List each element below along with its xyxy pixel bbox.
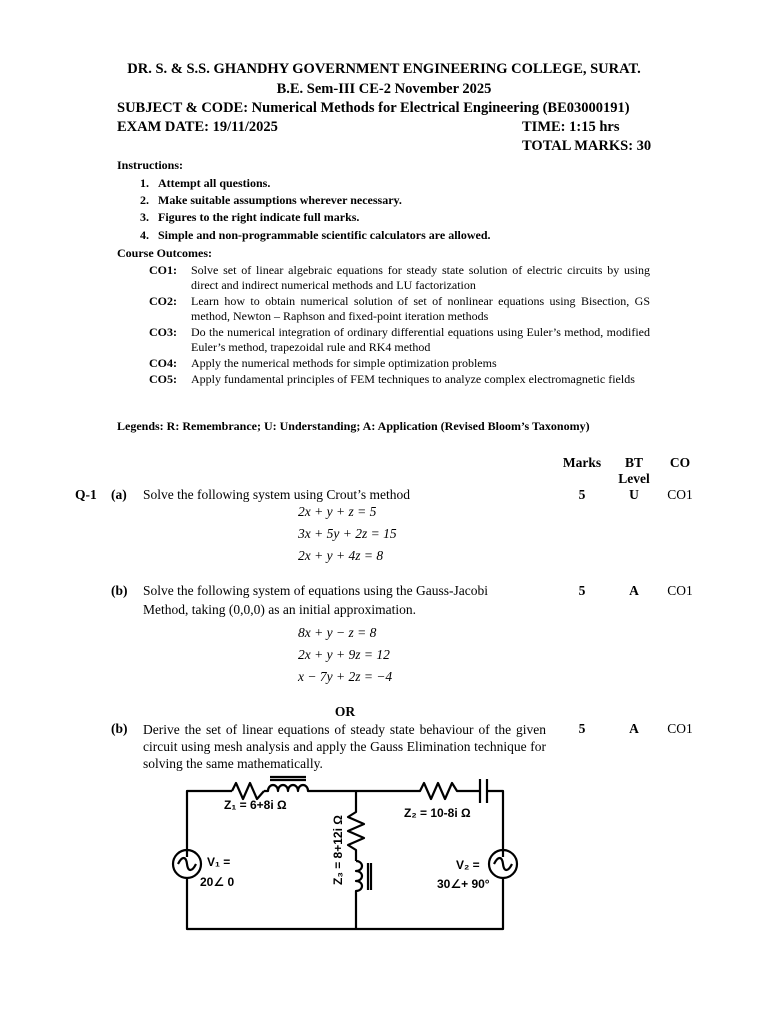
- total-marks: TOTAL MARKS: 30: [522, 138, 652, 154]
- equation: x − 7y + 2z = −4: [298, 669, 393, 684]
- z1-label: Z₁ = 6+8i Ω: [224, 798, 287, 812]
- instruction-item: 4. Simple and non-programmable scientific calculators are allowed.: [140, 228, 491, 242]
- z1-resistor: [232, 783, 264, 799]
- v1-value: 20∠ 0: [200, 875, 235, 889]
- inductor-core: [270, 777, 306, 780]
- wire: [487, 791, 503, 857]
- question-text: Method, taking (0,0,0) as an initial approximation.: [143, 602, 416, 617]
- or-separator: OR: [334, 704, 356, 719]
- co-column-header: CO: [669, 455, 691, 470]
- college-name: DR. S. & S.S. GHANDHY GOVERNMENT ENGINEERING COLLEGE, SURAT.: [127, 61, 641, 77]
- part-tag: (b): [111, 583, 128, 598]
- co-code: CO2:: [149, 294, 177, 308]
- bt-level-value: A: [629, 583, 639, 598]
- z2-resistor: [356, 783, 480, 799]
- co-value: CO1: [667, 583, 693, 598]
- part-tag: (b): [111, 721, 128, 736]
- subject-code: SUBJECT & CODE: Numerical Methods for Electrical Engineering (BE03000191): [117, 100, 630, 116]
- co-description: Apply the numerical methods for simple optimization problems: [191, 356, 497, 370]
- z2-label: Z₂ = 10-8i Ω: [404, 806, 471, 820]
- marks-value: 5: [578, 583, 586, 598]
- level-column-header: Level: [618, 471, 650, 486]
- instruction-item: 1. Attempt all questions.: [140, 176, 271, 190]
- equation: 8x + y − z = 8: [298, 625, 377, 640]
- course-outcomes-title: Course Outcomes:: [117, 246, 212, 260]
- question-text: Solve the following system of equations using the Gauss-Jacobi: [143, 583, 488, 598]
- question-text: Solve the following system using Crout’s method: [143, 487, 410, 502]
- co-code: CO1:: [149, 263, 177, 277]
- z2-capacitor: [480, 779, 487, 803]
- z3-resistor: [348, 791, 364, 861]
- co-description: Apply fundamental principles of FEM techniques to analyze complex electromagnetic fields: [191, 372, 635, 386]
- co-code: CO4:: [149, 356, 177, 370]
- bt-level-value: A: [629, 721, 639, 736]
- exam-title: B.E. Sem-III CE-2 November 2025: [276, 81, 492, 97]
- v2-name: V₂ =: [456, 858, 480, 872]
- instruction-item: 3. Figures to the right indicate full marks.: [140, 210, 360, 224]
- instructions-title: Instructions:: [117, 158, 184, 172]
- marks-value: 5: [578, 721, 586, 736]
- equation: 2x + y + z = 5: [298, 504, 377, 519]
- exam-date: EXAM DATE: 19/11/2025: [117, 119, 278, 135]
- ac-symbol: [494, 858, 512, 870]
- co-value: CO1: [667, 721, 693, 736]
- marks-column-header: Marks: [562, 455, 602, 470]
- co-description: Do the numerical integration of ordinary differential equations using Euler’s method, modified Euler’s method, trapezoidal rule and RK4 method: [191, 325, 650, 354]
- bt-level-value: U: [629, 487, 639, 502]
- v1-name: V₁ =: [207, 855, 231, 869]
- z3-label: Z₃ = 8+12i Ω: [331, 815, 345, 885]
- v2-value: 30∠+ 90°: [437, 877, 490, 891]
- equation: 2x + y + 9z = 12: [298, 647, 390, 662]
- co-code: CO5:: [149, 372, 177, 386]
- inductor-core: [368, 863, 371, 890]
- exam-time: TIME: 1:15 hrs: [522, 119, 620, 135]
- co-code: CO3:: [149, 325, 177, 339]
- z3-inductor: [356, 861, 362, 929]
- ac-symbol: [178, 858, 196, 870]
- instruction-item: 2. Make suitable assumptions wherever necessary.: [140, 193, 402, 207]
- bt-column-header: BT: [624, 455, 643, 470]
- co-description: Solve set of linear algebraic equations for steady state solution of electric circuits by using direct and indirect numerical methods and LU factorization: [191, 263, 650, 292]
- z1-inductor: [264, 785, 356, 791]
- equation: 3x + 5y + 2z = 15: [298, 526, 397, 541]
- question-text: Derive the set of linear equations of steady state behaviour of the given circuit using mesh analysis and apply the Gauss Elimination technique for solving the same mathematically.: [143, 722, 546, 771]
- co-description: Learn how to obtain numerical solution of set of nonlinear equations using Bisection, GS method, Newton – Raphson and fixed-point iteration methods: [191, 294, 650, 323]
- question-number: Q-1: [75, 487, 97, 502]
- part-tag: (a): [111, 487, 127, 502]
- legends: Legends: R: Remembrance; U: Understanding; A: Application (Revised Bloom’s Taxonomy): [117, 419, 590, 433]
- co-value: CO1: [667, 487, 693, 502]
- equation: 2x + y + 4z = 8: [298, 548, 384, 563]
- marks-value: 5: [578, 487, 586, 502]
